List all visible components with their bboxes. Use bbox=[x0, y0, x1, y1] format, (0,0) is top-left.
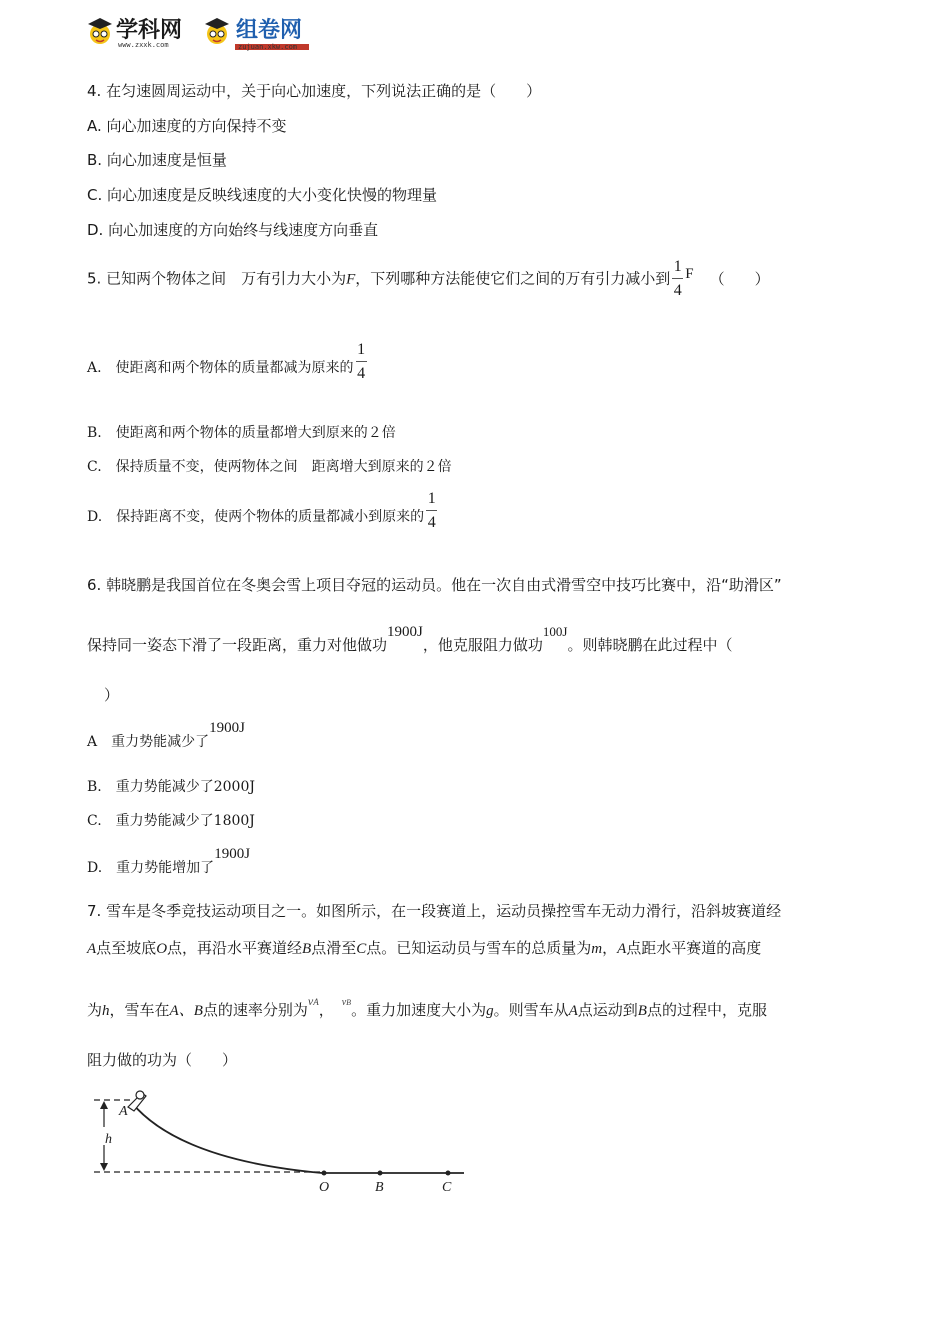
q5-unit-f: F bbox=[685, 265, 694, 282]
q5-option-d-fraction bbox=[426, 490, 437, 532]
sled-icon bbox=[128, 1091, 146, 1111]
label-h: h bbox=[105, 1132, 112, 1147]
q7-vb bbox=[342, 994, 351, 1008]
q6-stem-line3: ） bbox=[104, 686, 120, 704]
q6-line2-part3: 。则韩晓鹏在此过程中（ bbox=[567, 636, 733, 654]
q6-option-a-text: A 重力势能减少了 bbox=[87, 734, 210, 750]
q7-va bbox=[308, 994, 319, 1008]
q7-sym-a3: A bbox=[568, 1003, 578, 1019]
q7-sym-ab: A、B bbox=[169, 1003, 203, 1019]
q7-sym-c: C bbox=[356, 941, 367, 957]
q7-vb-sub: B bbox=[346, 998, 352, 1007]
q5-stem-part3: （ ） bbox=[709, 269, 770, 288]
q7-sym-b: B bbox=[302, 941, 312, 957]
q5-frac-den: 4 bbox=[673, 282, 682, 299]
q6-work-gravity: 1900J bbox=[387, 624, 423, 640]
q5-stem-part2: ，下列哪种方法能使它们之间的万有引力减小到 bbox=[355, 269, 671, 288]
q5-opt-d-num: 1 bbox=[427, 490, 436, 507]
q6-line2-part2: ，他克服阻力做功 bbox=[422, 636, 543, 654]
label-b: B bbox=[375, 1180, 384, 1195]
q6-line2-part1: 保持同一姿态下滑了一段距离，重力对他做功 bbox=[87, 636, 388, 654]
q7-sym-m: m bbox=[591, 941, 603, 957]
q6-stem-line2 bbox=[87, 624, 733, 656]
slope-track bbox=[132, 1103, 322, 1173]
q7-stem-line4: 阻力做的功为（ ） bbox=[87, 1051, 238, 1069]
q7-sym-o: O bbox=[156, 941, 168, 957]
q5-stem bbox=[87, 258, 770, 300]
q5-symbol-f: F bbox=[346, 271, 356, 288]
q6-stem-line1: 6. 韩晓鹏是我国首位在冬奥会雪上项目夺冠的运动员。他在一次自由式滑雪空中技巧比赛中，沿“助滑区” bbox=[87, 576, 782, 594]
arrowhead-down bbox=[100, 1163, 108, 1171]
q7-figure bbox=[90, 1085, 470, 1200]
q7-l3-p3: 点的速率分别为 bbox=[202, 1001, 308, 1019]
q5-option-d bbox=[87, 490, 439, 532]
q5-opt-a-den: 4 bbox=[357, 365, 366, 382]
q6-option-b: B. 重力势能减少了2000J bbox=[87, 779, 255, 795]
q6-option-d-text: D. 重力势能增加了 bbox=[87, 860, 215, 876]
q6-option-d bbox=[87, 846, 251, 877]
q7-l3-p6: 点运动到 bbox=[577, 1001, 638, 1019]
q4-option-d: D. 向心加速度的方向始终与线速度方向垂直 bbox=[87, 221, 379, 239]
q4-option-a: A. 向心加速度的方向保持不变 bbox=[87, 117, 287, 135]
q7-l3-p4: 。重力加速度大小为 bbox=[351, 1001, 487, 1019]
q7-va-v: v bbox=[307, 994, 314, 1008]
arrowhead-up bbox=[100, 1101, 108, 1109]
q4-option-b: B. 向心加速度是恒量 bbox=[87, 151, 227, 169]
q5-fraction bbox=[672, 258, 683, 300]
q7-sym-b2: B bbox=[637, 1003, 647, 1019]
point-c bbox=[446, 1171, 451, 1176]
q7-l3-p1: 为 bbox=[87, 1001, 103, 1019]
q6-option-a-value: 1900J bbox=[209, 720, 245, 736]
q5-opt-a-num: 1 bbox=[357, 341, 366, 358]
q4-option-c: C. 向心加速度是反映线速度的大小变化快慢的物理量 bbox=[87, 186, 438, 204]
q6-work-resist: 100J bbox=[542, 624, 568, 639]
q5-option-d-text: D. 保持距离不变，使两个物体的质量都减小到原来的 bbox=[87, 509, 425, 525]
q7-sym-a2: A bbox=[617, 941, 627, 957]
q5-stem-part1: 5. 已知两个物体之间 万有引力大小为 bbox=[87, 269, 347, 288]
q7-l2-p3: 点滑至 bbox=[311, 939, 357, 957]
q5-option-a-text: A. 使距离和两个物体的质量都减为原来的 bbox=[87, 360, 354, 376]
q5-option-b: B. 使距离和两个物体的质量都增大到原来的２倍 bbox=[87, 425, 396, 441]
zujuanwang-url: zujuan.xkw.com bbox=[238, 43, 298, 51]
point-o bbox=[322, 1171, 327, 1176]
q5-frac-num: 1 bbox=[673, 258, 682, 275]
q4-stem: 4. 在匀速圆周运动中，关于向心加速度，下列说法正确的是（ ） bbox=[87, 82, 542, 100]
xuekewang-name: 学科网 bbox=[116, 18, 183, 43]
q7-stem-line1: 7. 雪车是冬季竞技运动项目之一。如图所示，在一段赛道上，运动员操控雪车无动力滑行，沿斜坡赛道经 bbox=[87, 902, 782, 920]
label-o: O bbox=[319, 1180, 330, 1195]
label-c: C bbox=[442, 1180, 452, 1195]
q6-option-a bbox=[87, 720, 245, 751]
q6-option-c: C. 重力势能减少了1800J bbox=[87, 813, 255, 829]
q7-stem-line3 bbox=[87, 994, 767, 1023]
zujuanwang-name: 组卷网 bbox=[236, 18, 303, 43]
q7-sym-a: A bbox=[87, 941, 97, 957]
q5-option-a-fraction bbox=[356, 341, 367, 383]
q7-l2-p2: 点，再沿水平赛道经 bbox=[167, 939, 303, 957]
q7-va-sub: A bbox=[313, 997, 319, 1007]
q7-l2-p4: 点。已知运动员与雪车的总质量为 bbox=[366, 939, 592, 957]
q7-l2-p1: 点至坡底 bbox=[96, 939, 157, 957]
q5-opt-d-den: 4 bbox=[427, 514, 436, 531]
q7-stem-line2 bbox=[87, 938, 761, 959]
point-b bbox=[378, 1171, 383, 1176]
q7-l3-p5: 。则雪车从 bbox=[493, 1001, 569, 1019]
q7-sym-h: h bbox=[102, 1003, 110, 1019]
q7-l2-p5: ， bbox=[602, 939, 618, 957]
q7-l3-comma: ， bbox=[318, 1001, 334, 1019]
q7-l2-p6: 点距水平赛道的高度 bbox=[626, 939, 762, 957]
q5-option-c: C. 保持质量不变，使两物体之间 距离增大到原来的２倍 bbox=[87, 459, 452, 475]
q5-option-a bbox=[87, 341, 369, 383]
q7-sym-g: g bbox=[486, 1003, 494, 1019]
q7-l3-p2: ，雪车在 bbox=[109, 1001, 170, 1019]
q6-option-d-value: 1900J bbox=[214, 846, 251, 862]
q7-vb-v: v bbox=[341, 997, 347, 1008]
q7-l3-p7: 点的过程中，克服 bbox=[646, 1001, 767, 1019]
label-a: A bbox=[119, 1104, 128, 1119]
xuekewang-url: www.zxxk.com bbox=[118, 41, 169, 49]
